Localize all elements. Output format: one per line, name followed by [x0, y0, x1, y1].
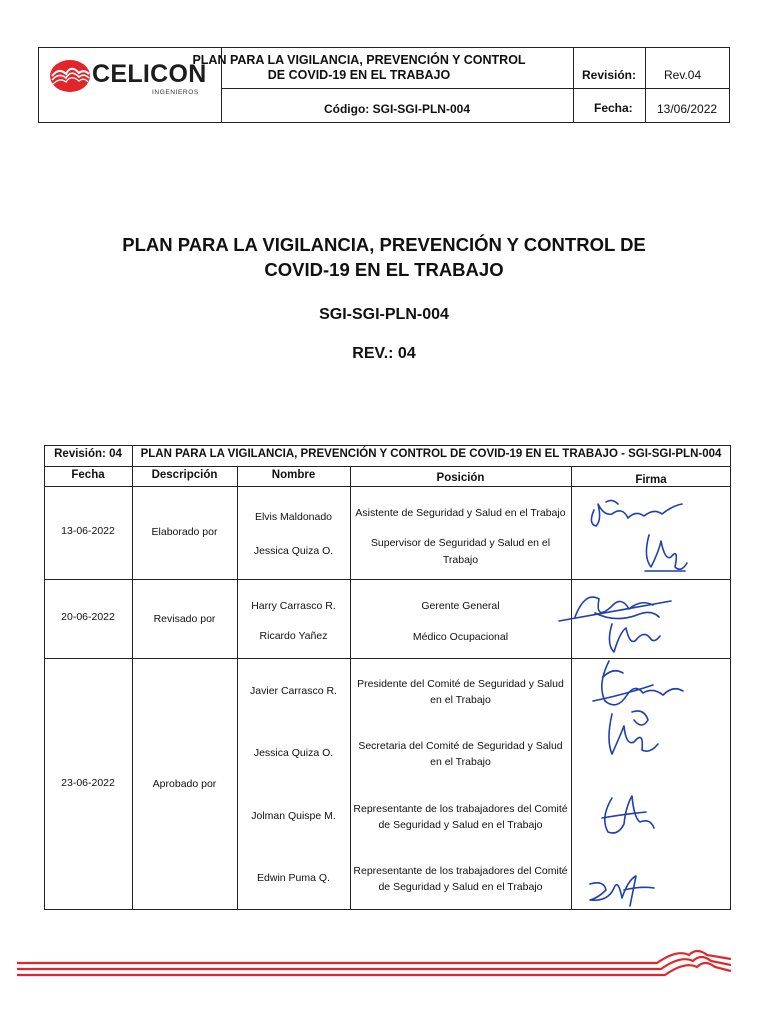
signature-image — [584, 870, 664, 910]
logo-wordmark: CELICON — [92, 60, 207, 88]
header-code: Código: SGI-SGI-PLN-004 — [323, 102, 470, 116]
person-position-cont: en el Trabajo — [430, 756, 491, 768]
person-name: Ricardo Yañez — [259, 630, 328, 642]
person-position: Presidente del Comité de Seguridad y Salud — [357, 678, 564, 690]
person-position: Médico Ocupacional — [412, 631, 509, 643]
group-date: 23-06-2022 — [61, 777, 115, 789]
person-name: Elvis Maldonado — [254, 511, 333, 523]
person-name: Edwin Puma Q. — [257, 872, 330, 884]
footer-decoration — [17, 945, 731, 985]
signature-image — [598, 618, 668, 658]
group-date: 20-06-2022 — [61, 611, 115, 623]
person-name: Jessica Quiza O. — [253, 747, 334, 759]
col-header-descripcion: Descripción — [151, 469, 218, 481]
celicon-logo-icon — [49, 59, 91, 93]
logo-subtitle: INGENIEROS — [152, 89, 199, 96]
document-revision: REV.: 04 — [352, 345, 416, 362]
document-title-line2: COVID-19 EN EL TRABAJO — [264, 259, 504, 280]
person-position: Representante de los trabajadores del Comité — [353, 803, 568, 815]
group-description: Elaborado por — [151, 526, 218, 538]
person-position: Representante de los trabajadores del Comité — [353, 865, 568, 877]
signature-image — [635, 527, 695, 577]
person-position-cont: en el Trabajo — [430, 694, 491, 706]
col-header-firma: Firma — [635, 474, 667, 486]
signature-image — [596, 788, 666, 844]
table-title: PLAN PARA LA VIGILANCIA, PREVENCIÓN Y CONTROL DE COVID-19 EN EL TRABAJO - SGI-SGI-PLN-004 — [140, 448, 722, 460]
header-date-label: Fecha: — [594, 101, 633, 115]
person-name: Jolman Quispe M. — [251, 810, 336, 822]
person-name: Harry Carrasco R. — [251, 600, 336, 612]
person-position: Supervisor de Seguridad y Salud en el — [370, 537, 551, 549]
person-position: Secretaria del Comité de Seguridad y Salud — [358, 740, 563, 752]
group-date: 13-06-2022 — [61, 525, 115, 537]
col-header-posicion: Posición — [436, 472, 485, 484]
person-name: Javier Carrasco R. — [250, 685, 337, 697]
col-header-fecha: Fecha — [71, 469, 105, 481]
header-revision-value: Rev.04 — [664, 68, 702, 82]
signature-image — [598, 706, 668, 762]
person-position-cont: Trabajo — [442, 554, 479, 566]
person-position: Asistente de Seguridad y Salud en el Trabajo — [355, 507, 566, 519]
group-description: Revisado por — [153, 613, 216, 625]
person-position-cont: de Seguridad y Salud en el Trabajo — [378, 881, 543, 893]
table-revision: Revisión: 04 — [54, 448, 122, 460]
header-date-value: 13/06/2022 — [657, 102, 718, 116]
col-header-nombre: Nombre — [271, 469, 316, 481]
document-title-line1: PLAN PARA LA VIGILANCIA, PREVENCIÓN Y CONTROL DE — [122, 234, 646, 255]
person-name: Jessica Quiza O. — [253, 545, 334, 557]
person-position-cont: de Seguridad y Salud en el Trabajo — [378, 819, 543, 831]
person-position: Gerente General — [421, 600, 500, 612]
header-revision-label: Revisión: — [582, 68, 637, 82]
document-code: SGI-SGI-PLN-004 — [319, 306, 449, 323]
group-description: Aprobado por — [152, 778, 217, 790]
header-title: PLAN PARA LA VIGILANCIA, PREVENCIÓN Y CONTROL DE COVID-19 EN EL TRABAJO — [192, 53, 526, 82]
